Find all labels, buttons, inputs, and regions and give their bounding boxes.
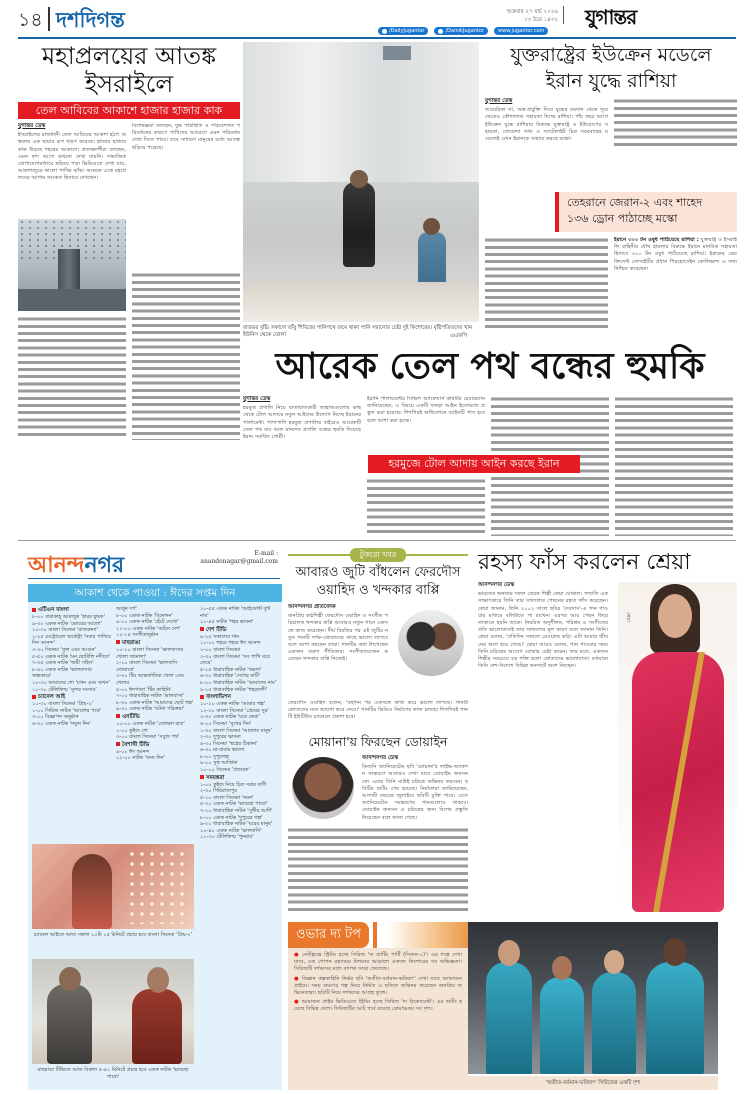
- schedule-item: ৯-১৫ ধারাবাহিক নাটক 'শহরতলী': [200, 686, 268, 693]
- oil-body-col2-lower: [367, 478, 485, 536]
- sched-photo-1: [32, 844, 194, 929]
- schedule-item: ১১-০০ শহরে শহরে ঈদ আনন্দ: [200, 640, 261, 647]
- bullet-icon: ●: [294, 952, 300, 958]
- schedule-item: ১-৩০ বাংলা সিনেমা 'আলোর মানুষ': [200, 727, 272, 734]
- social-facebook-dainik[interactable]: /DainikJugantor: [434, 27, 488, 35]
- schedule-item: ৯-২০ ধারাবাহিক নাটক 'ঘরের মানুষ': [200, 821, 273, 828]
- header-divider: [48, 7, 50, 31]
- actor-head: [59, 967, 81, 991]
- dwayne-story: [288, 733, 468, 915]
- header-rule: [18, 37, 736, 39]
- singers-photo: [396, 608, 466, 678]
- lights-bg: [127, 849, 187, 924]
- schedule-item: ৩-৩০ সিনেমা 'ফুল এবং আগুন': [32, 646, 96, 653]
- ott-item-1: ● নেটফ্লিক্সে স্ট্রিমিং হচ্ছে সিরিজ 'দ্য ব্যাটিং পার্টি (সিজন-১)'। এর গল্পে দেখা যাবে, এক গোপন রহস্যময় মিশনের আড়ালে একদল কিশোরের সব অভিজ্ঞতা। সিরিজটি দর্শকদের মধ্যে ব্যাপক সাড়া ফেলেছে।: [294, 952, 462, 973]
- schedule-channel-heading: চ্যানেল আই: [32, 694, 112, 701]
- schedule-item: ৪-৩০ একক নাটক 'নতুন দিন': [32, 720, 91, 727]
- actor-figure: [47, 984, 92, 1064]
- russia-highlight-box: [555, 192, 737, 232]
- tukro-label: টুকরো খবর: [350, 548, 406, 562]
- schedule-item: ১০-৩০ আমাদের শো 'যখন এবং অখন': [32, 679, 110, 686]
- tukro-headline-line2: ওয়াহিদ ও খন্দকার বাপ্পি: [316, 583, 440, 598]
- shreya-photo-credit: শ্রেয়া: [625, 612, 631, 623]
- israel-headline-line1: মহাপ্রলয়ের আতঙ্ক: [41, 42, 217, 70]
- sched-photo-2-caption: মাছরাঙা টিভিতে আজ বিকাল ৫-৫০ মিনিটে প্রচার হবে একক নাটক 'ভাবছো পাবো': [37, 1067, 189, 1080]
- russia-box-line1: তেহরানে জেরান-২ এবং শাহেদ: [567, 196, 703, 209]
- schedule-item: ৩-০০ বাংলা সিনেমা 'সবুজ পথ': [116, 734, 180, 741]
- social-links: [378, 27, 548, 35]
- logo-divider: [563, 6, 564, 24]
- cast-member-3: [592, 972, 636, 1074]
- boy-left-head: [350, 170, 368, 188]
- schedule-item: ৫-৫০ একক নাটক 'মন ছোটালি নদীতে': [32, 653, 111, 660]
- russia-body: আমেরিকা না, অস্ত্র-প্রযুক্তি দিয়ে যুদ্ধের ময়দান থেকে দূরে থেকেও কৌশলগত সহায়তা দিচ্ছে রাশিয়া। পাঁচ বছর আগে ইউক্রেন যুদ্ধে রাশিয়ার বিরুদ্ধে যুক্তরাষ্ট্র ও ইউরোপের সহায়তা, গোয়েন্দা তথ্য ও স্যাটেলাইট চিত্র সরবরাহের মডেলেই এখন ইরানকে সাহায্য করছে মস্কো।: [485, 107, 608, 143]
- tent-wall: [243, 42, 479, 182]
- israel-body-2: বিশেষজ্ঞরা বলছেন, যুদ্ধ পরিস্থিতি ও পরিবেশগত পরিবর্তনের কারণে পাখিদের আচরণে এমন পরিবর্তন দেখা দিতে পারে। তবে সাধারণ মানুষের মধ্যে আতঙ্ক ছড়িয়ে পড়েছে।: [132, 123, 240, 151]
- boy-left: [343, 182, 375, 267]
- ott-label: ওভার দ্য টপ: [288, 922, 369, 948]
- dwayne-body: ডিজনি অ্যানিমেটেড ছবি 'মোয়ানা'র লাইভ-অ্যাকশন সংস্করণে আবারও দেখা যাবে ডোয়াইন জনসনকে। এবার তিনি মাউই চরিত্রে অভিনয় করবেন। ছবিটির শুটিং শেষ হয়েছে। নির্মাতারা জানিয়েছেন, আগামী বছরের জুলাইয়ে ছবিটি মুক্তি পাবে। এতে অ্যানিমেটেড সংস্করণের গানগুলোও থাকবে। ডোয়াইন জনসন এ চরিত্রের জন্য বিশেষ প্রস্তুতি নিয়েছেন বলে জানা গেছে।: [362, 764, 468, 821]
- schedule-column-3: [200, 606, 280, 1086]
- cast-member-4: [646, 962, 704, 1074]
- tukro-story: [288, 548, 468, 718]
- oil-headline: আরেক তেল পথ বন্ধের হুমকি: [275, 345, 705, 387]
- shreya-byline: আনন্দনগর ডেস্ক: [478, 582, 515, 588]
- date-bangla: ১৩ চৈত্র ১৪৩২: [523, 17, 558, 23]
- cast-member-1-head: [498, 940, 520, 966]
- schedule-item: ১১-০০ একক নাটক 'অচিন দেশ': [116, 625, 181, 632]
- schedule-item: ২-৩০ গিরিরাজপুর: [200, 788, 237, 795]
- schedule-item: ৩-০০ বিজ্ঞাপন অনুষ্ঠান: [32, 714, 79, 721]
- israel-headline-line2: ইসরাইলে: [84, 70, 174, 98]
- schedule-item: ৯-১০ একক নাটক 'হেঁটে দেখো': [116, 619, 179, 626]
- schedule-item: ৯-০০ সুস্থ আর্জিনা: [200, 760, 238, 767]
- schedule-item: ১০-৫৫ একক নাটক 'আইডেন্টি দুটি নাম': [200, 606, 271, 619]
- schedule-item: ২-৩০ বাংলা সিনেমা 'সব পাখি ঘরে ফেরে': [200, 653, 270, 667]
- schedule-item: ১০-৪০ একক নাটক 'ভালবাসি': [200, 827, 262, 834]
- israel-body-lower-2: [132, 272, 240, 440]
- oil-subhead: হরমুজে টোল আদায় আইন করছে ইরান: [368, 455, 580, 473]
- schedule-item: ১০-০০ একক নাটক 'জোছনা রাত': [116, 720, 185, 727]
- schedule-item: ৭-০০ ধারাবাহিক নাটক 'ভালবাসা': [116, 693, 184, 700]
- schedule-item: ৭-২০ ধারাবাহিক নাটক 'সুখীর আশি': [200, 808, 273, 815]
- window-dark: [383, 46, 411, 60]
- schedule-item: ৬-৩০ ধারাবাহিক 'দেশের মাটি': [200, 673, 261, 680]
- schedule-channel-heading: বাংলাভিশন: [200, 694, 280, 701]
- russia-box-line2: ১৩৬ ড্রোন পাঠাচ্ছে মস্কো: [567, 212, 678, 225]
- page-header: [0, 0, 753, 38]
- schedule-item: ১০-৩০ বাংলা সিনেমা 'প্রিয়-২': [32, 701, 93, 708]
- facebook-icon: [438, 29, 443, 34]
- anandanagar-rule: [28, 578, 280, 579]
- schedule-item: ১০-৩০ বাংলা সিনেমা 'রাজকন্যা': [32, 627, 98, 634]
- ott-photo: [468, 922, 718, 1074]
- israel-subhead: তেল আবিবের আকাশে হাজার হাজার কাক: [18, 102, 240, 119]
- ott-section: [288, 922, 468, 1090]
- anandanagar-masthead: [28, 548, 278, 576]
- russia-headline-line2: ইরান যুদ্ধে রাশিয়া: [545, 70, 677, 92]
- schedule-channel-heading: এনটিভি: [116, 714, 196, 721]
- schedule-item: ৪-৩০ সিনেমা 'স্বপ্নের ঠিকানা': [200, 740, 258, 747]
- ott-item-3: ● আমাজন প্রাইম ভিডিওতে স্ট্রিমিং হচ্ছে সিরিজ 'দ্য রিকোয়েস্ট'। এর শুটিং হয়েছে বিভিন্ন দেশে। সিরিজটির আট পর্বে রয়েছে রোমাঞ্চকর সব দৃশ্য।: [294, 999, 462, 1013]
- schedule-item: ৮-০০ একক নাটক 'বিনোদন': [116, 612, 173, 619]
- bullet-icon: ●: [294, 999, 300, 1006]
- oil-body-col2: ইরানি পার্লামেন্টের সিভিল অ্যাফেয়ার্স কমিটির চেয়ারম্যান জানিয়েছেন, এ বিষয়ে একটি খসড়া আইন ইতোমধ্যে প্রস্তুত করা হয়েছে। শিগগিরই অধিবেশনে আইনটি পাস হবে বলে আশা করা হচ্ছে।: [367, 396, 485, 424]
- cast-member-2: [540, 977, 584, 1074]
- schedule-channel-heading: দেশ টিভি: [200, 627, 280, 634]
- schedule-item: ৮-০০ ধারাবাহিক নাটক 'আমাদের নাম': [200, 679, 277, 686]
- schedule-item: ৯-১৫ সকালের গান: [200, 633, 240, 640]
- tukro-body: জনপ্রিয় কণ্ঠশিল্পী ফেরদৌস ওয়াহিদ ও সংগীত পরিচালক খন্দকার বাপ্পি আবারও নতুন গানে একসঙ্গে কাজ করেছেন। দীর্ঘ বিরতির পর এই জুটির নতুন গানটি দর্শক-শ্রোতাদের কাছে ভালো লাগবে বলে আশা করছেন তারা। গানটির কথা লিখেছেন একজন তরুণ গীতিকার। সংগীতায়োজন করেছেন খন্দকার বাপ্পি নিজেই।: [288, 613, 388, 663]
- schedule-item: ৩-৩০ টিম আন্তর্জাতিক খেলা এবং খেলার: [116, 673, 184, 686]
- schedule-channel-heading: বৈশাখী টিভি: [116, 742, 196, 749]
- sched-photo-2: [32, 959, 194, 1064]
- schedule-item: ১২-০০ নাটক 'অন্য দিন': [116, 755, 165, 762]
- russia-story: [485, 42, 737, 332]
- schedule-item: ৯-৩০ একক নাটক 'ঘটনা পরিক্রমা': [116, 706, 185, 713]
- schedule-channel-heading: এটিএন বাংলা: [32, 607, 112, 614]
- anandanagar-logo-part2: নগর: [84, 552, 125, 578]
- puddle-water: [243, 282, 479, 322]
- dwayne-byline: আনন্দনগর ডেস্ক: [362, 755, 399, 761]
- schedule-item: ১১-৩০ টেলিফিল্ম 'সুন্দর সংসার': [32, 686, 97, 693]
- schedule-item: ৫-৩০ একক নাটক 'ভাবছো পাবো': [200, 801, 268, 808]
- ott-item-2: ● বিজ্ঞান কল্পকাহিনি নির্ভর ছবি 'অতীত-বর্তমান-ভবিষ্যৎ' দেখা যাবে অ্যামাজন প্রাইমে। সময় ভ্রমণের গল্প নিয়ে নির্মিত এ ছবিতে অভিনয় করেছেন জনপ্রিয় অভিনেতারা। ছবিটি নিয়ে দর্শকদের আগ্রহ তুঙ্গে।: [294, 975, 462, 997]
- schedule-item: ১০-০০ সিনেমা 'প্রতারক': [200, 767, 250, 774]
- social-facebook-daily[interactable]: /DailyJugantor: [378, 27, 428, 35]
- main-photo-caption: রাতভর বৃষ্টি। সকালে তাঁবু শিবিরের পানিপথে জমে থাকা পানি সরানোর চেষ্টা দুই কিশোরের। বৃষ্টিপতিতদের খান ইউনিস থেকে তোলা: [243, 325, 473, 338]
- russia-inline-head: ইরানে ৩০০ টন ওষুধ পাঠিয়েছে রাশিয়া :: [614, 237, 699, 243]
- shreya-headline: রহস্য ফাঁস করলেন শ্রেয়া: [478, 550, 691, 575]
- cast-member-2-head: [552, 956, 572, 980]
- israel-byline: যুগান্তর ডেস্ক: [18, 123, 46, 129]
- schedule-item: ১২-১৫ সংগীতানুষ্ঠান: [116, 632, 159, 639]
- cast-member-3-head: [604, 950, 624, 974]
- schedule-item: ১-০০ সিরিজ নাটক 'আলোর পথে': [32, 707, 102, 714]
- schedule-item: ১০-১০ একক নাটক 'আমার গল্প': [200, 701, 266, 708]
- schedule-item: ৮-০০ একক নাটক 'দুপুরের গল্প': [200, 814, 263, 821]
- schedule-item: ১-০০ কুইজ শো: [116, 727, 148, 734]
- russia-body-2: যুক্তরাষ্ট্র ও ইসরাইলি বাহিনীর যৌথ হামলার বিরুদ্ধে ইরানে মানবিক সহায়তা হিসাবে ৩০০ টন ওষুধ পাঠিয়েছে রাশিয়া। ইরানের রেড ক্রিসেন্ট সোসাইটির প্রধান পিরহোসেইন কোলিভান্দ এ তথ্য নিশ্চিত করেছেন।: [614, 237, 737, 272]
- schedule-item: ১-০০ বাংলা সিনেমা: [200, 646, 241, 653]
- actress2-figure: [132, 989, 182, 1064]
- social-website[interactable]: www.jugantor.com: [494, 27, 548, 35]
- cast-member-4-head: [663, 938, 687, 966]
- russia-body-col2: [614, 98, 737, 148]
- ott-label-stripe: [373, 922, 377, 948]
- email-address[interactable]: anandonagar@gmail.com: [200, 558, 278, 565]
- city-skyline: [18, 289, 126, 311]
- schedule-item: ২-৩০ একক নাটক 'ঘরে ফেরা': [200, 714, 260, 721]
- schedule-channel-heading: মাছরাঙা: [116, 640, 196, 647]
- schedule-item: অর্জুন দর্প': [116, 606, 137, 612]
- dwayne-body-lower: [288, 827, 468, 915]
- oil-body: হরমুজ প্রণালি নিয়ে যাতায়াতকারী জাহাজগুলোর কাছ থেকে টোল আদায়ে নতুন আইনের উদ্যোগ নিচ্ছে ইরানের পার্লামেন্ট। পাশাপাশি হরমুজ প্রণালির বাইরেও আরেকটি তেল পথ বাব আল মানদেব প্রণালি বন্ধের হুমকি দিয়েছে ইরান সমর্থিত গোষ্ঠী।: [243, 405, 361, 441]
- schedule-item: ৮-৩০ একক নাটক 'আমাদের ছোট গল্প': [116, 699, 194, 706]
- actress2-head: [147, 967, 169, 993]
- israel-body-lower: [18, 316, 126, 440]
- schedule-item: ৭-৩৫ একক নাটক 'জয়ী সহিস': [32, 660, 94, 667]
- tukro-body-lower: ফেরদৌস ওয়াহিদ বলেন, 'বহুদিন পর একসঙ্গে কাজ করে ভালো লাগছে। গানটি শ্রোতাদের মনে জায়গা করে নেবে।' গানটির ভিডিও নির্মাণের কাজ চলছে। শিগগিরই গানটি ইউটিউব চ্যানেলে প্রকাশ হবে।: [288, 700, 468, 721]
- russia-byline: যুগান্তর ডেস্ক: [485, 98, 513, 104]
- shreya-body-2: শ্রেয়া আরও বলেন, গান গাওয়ার সময় তিনি চরিত্রের আবেগ বোঝার চেষ্টা করেন। তার মতে, একজন শিল্পীর সবচেয়ে বড় শক্তি হলো শ্রোতাদের ভালোবাসা। বর্তমানে তিনি দেশ-বিদেশে বিভিন্ন কনসার্টে অংশ নিচ্ছেন।: [478, 641, 608, 670]
- schedule-item: ৪-০০ সিনেমা 'সুখের দিন': [200, 720, 252, 727]
- russia-body-lower: [485, 237, 608, 332]
- israel-photo: [18, 219, 126, 311]
- schedule-column-1: [32, 606, 112, 836]
- schedule-item: ১২-৩০ বাংলা সিনেমা 'প্রেমের সুর': [200, 707, 269, 714]
- actress-figure: [72, 854, 112, 929]
- schedule-item: ১১-৪৫ নাটক 'শহর ভাবনা': [200, 619, 254, 626]
- shreya-photo: [618, 582, 737, 912]
- main-photo: [243, 42, 479, 322]
- email-label: E-mail :: [254, 550, 278, 557]
- schedule-item: ৫-১০ বাংলা সিনেমা 'নয়ন': [200, 794, 254, 801]
- bullet-icon: ●: [294, 975, 300, 982]
- schedule-item: ২-৩০ দুপুরের ভাবনা: [200, 734, 241, 741]
- facebook-icon: [382, 29, 387, 34]
- shreya-face: [658, 594, 692, 638]
- sched-photo-1-caption: চ্যানেল আইতে আজ সকাল ১০টা ১৫ মিনিটে প্রচার হবে বাংলা সিনেমা 'প্রিয়-২': [33, 932, 193, 938]
- tv-schedule-panel: [28, 584, 282, 1090]
- schedule-item: ১১-৩০ টেলিফিল্ম 'পুনরায়': [200, 834, 254, 841]
- section-title: দশদিগন্ত: [56, 7, 125, 32]
- schedule-item: ১-২৫ মেট্রোরেল অর্কেস্ট্রা 'সবার পাশিয়ে দিন আনন্দ': [32, 633, 112, 647]
- section-divider: [18, 540, 736, 541]
- cast-member-1: [486, 962, 532, 1074]
- schedule-channel-heading: সময়ন্তরা: [200, 775, 280, 782]
- oil-body-col4: [615, 396, 733, 536]
- boy-right-head: [423, 218, 440, 235]
- israel-story: [18, 42, 240, 440]
- schedule-item: ৮-০০ বারাকাহ্ আরজুক 'হারর যুদ্ধক': [32, 614, 105, 620]
- schedule-item: ১০-১০ বাংলা সিনেমা 'ভালবাসার খোলা জানালা': [116, 646, 184, 660]
- tukro-headline-line1: আবারও জুটি বাঁধলেন ফেরদৌস: [295, 565, 461, 580]
- date-gregorian: শুক্রবার ২৭ মার্চ ২০২৬: [506, 9, 558, 15]
- schedule-item: ৯-৩০ একক নাটক 'ভোরের আলো': [32, 620, 102, 627]
- schedule-item: ৬-৩০ মা-বাবার ভালো: [200, 747, 245, 754]
- tukro-byline: আনন্দনগর প্রতিবেদক: [288, 604, 336, 610]
- dwayne-headline: মোয়ানা'য় ফিরছেন ডোয়াইন: [308, 734, 448, 749]
- tv-schedule-banner: আকাশ থেকে পাওয়া : ঈদের সপ্তম দিন: [28, 584, 282, 602]
- schedule-item: ২-১০ বাংলা সিনেমা 'ভালবাসি তোমাকে': [116, 660, 178, 673]
- ott-photo-caption: 'অতীত-বর্তমান-ভবিষ্যৎ' সিরিজের একটি দৃশ্য: [468, 1076, 718, 1090]
- schedule-item: ৫-০০ ঈদপাতা 'টিম কাহিনি': [116, 686, 172, 693]
- schedule-item: ৮-০০ দুপুরগল্প: [200, 753, 229, 760]
- schedule-item: ৫-১৫ ধারাবাহিক নাটক 'অরণ্য': [200, 666, 262, 673]
- oil-byline: যুগান্তর ডেস্ক: [243, 396, 271, 402]
- russia-body-lower-2: [614, 237, 737, 332]
- dwayne-photo: [292, 757, 354, 819]
- oil-story: [243, 340, 737, 540]
- anandanagar-logo-part1: আনন্দ: [28, 552, 85, 578]
- main-photo-credit: এএফপি: [450, 333, 468, 339]
- israel-body: ইসরাইলের রাজধানী তেল আবিবের আকাশ হঠাৎ অন্ধকার এক ছায়ার রূপ ধারণ করেছে। হাজার হাজার কাক উড়ছে শহরের আকাশে। প্রত্যক্ষদর্শীরা বলছেন, এমন দৃশ্য আগে কখনো দেখা যায়নি। সামাজিক যোগাযোগমাধ্যমে ছড়িয়ে পড়া ভিডিওতে দেখা যায়, আকাশজুড়ে কালো পাখির ঝাঁক। অনেকে একে মহাপ্রলয়ের আগাম সংকেত হিসাবে দেখছেন।: [18, 132, 126, 182]
- schedule-item: ৮-৪০ একক নাটক 'ভালবাসার অন্ধকারে': [32, 666, 92, 680]
- newspaper-logo: যুগান্তর: [585, 5, 637, 29]
- schedule-item: ১-০০ কুইজ নিয়ে চিত্র সবার বাণী: [200, 781, 267, 788]
- schedule-item: ৯-০০ ঈদ আনন্দ: [116, 748, 150, 755]
- page-number: ১৪: [18, 9, 43, 31]
- shreya-body: ভারতের অন্যতম সফল প্রেরক শিল্পী শ্রেয়া ঘোষাল। সম্প্রতি এক সাক্ষাৎকারে তিনি তার সাফল্যের পেছনের রহস্য ফাঁস করেছেন। শ্রেয়া জানান, তিনি ২০০২ সালে ছবির 'দেবদাস'-এ গান গাওয়ার মাধ্যমে বলিউডে পা রাখেন। এরপর আর পেছন ফিরে তাকাতে হয়নি তাকে। নিয়মিত অনুশীলন, পরিশ্রম ও সংগীতের প্রতি ভালোবাসাই তার সাফল্যের মূল কারণ বলে জানান তিনি। শ্রেয়া বলেন, 'প্রতিদিন সকালে রেওয়াজ করি। এটা আমার জীবনের অংশ হয়ে গেছে।': [478, 591, 608, 648]
- russia-headline-line1: যুক্তরাষ্ট্রের ইউক্রেন মডেলে: [510, 44, 712, 66]
- shreya-story: [478, 548, 737, 913]
